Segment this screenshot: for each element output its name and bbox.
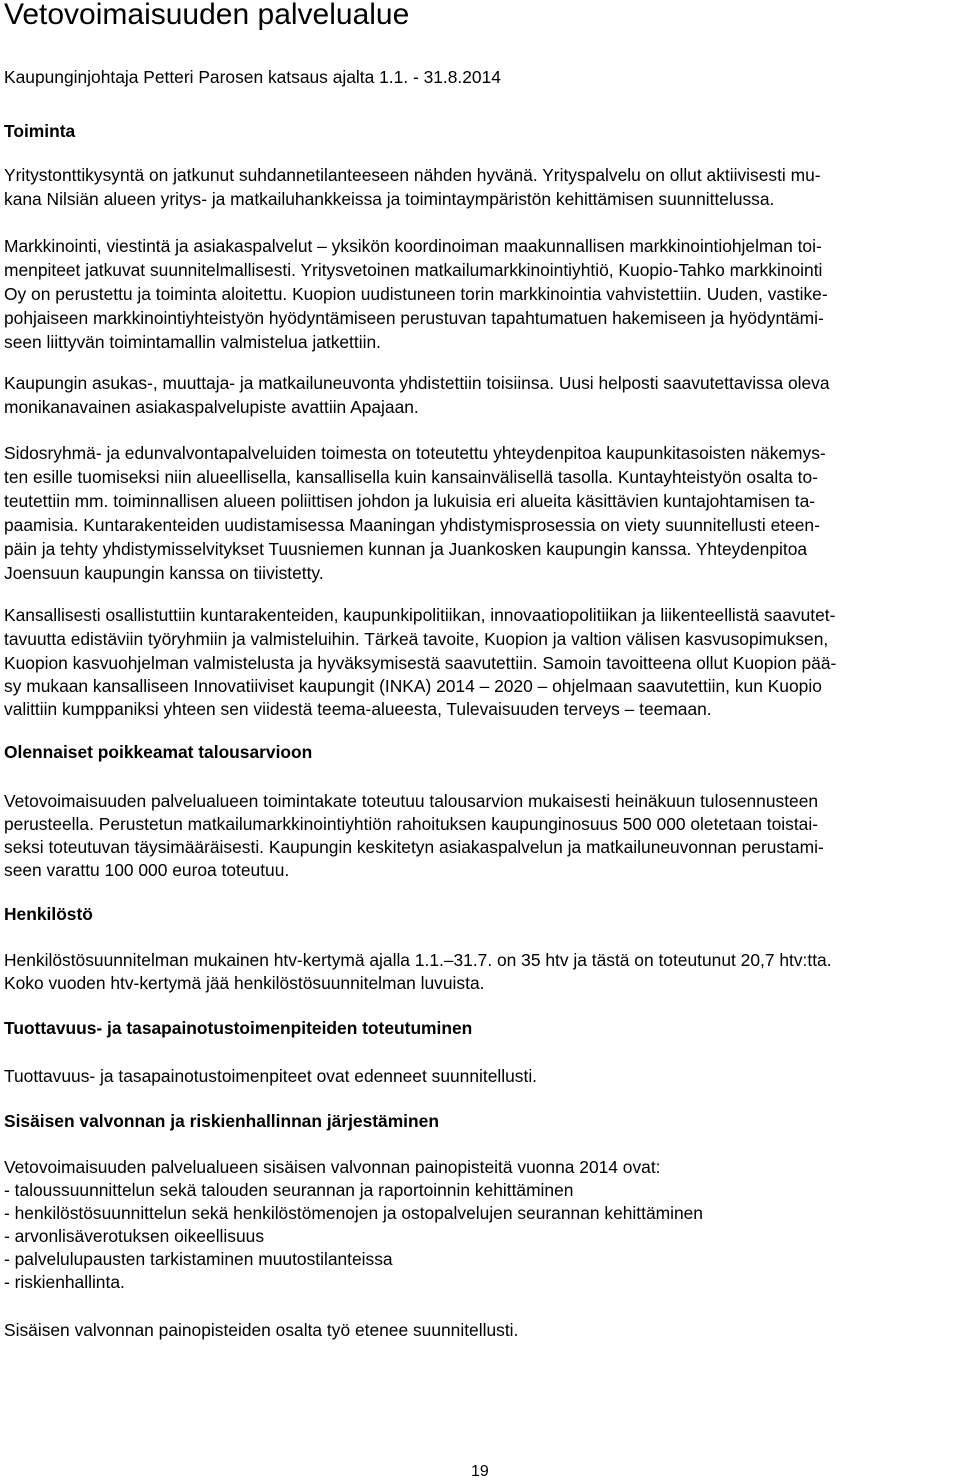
list-item: - riskienhallinta. [4,1272,125,1292]
paragraph-line: pohjaiseen markkinointiyhteistyön hyödyntämiseen perustuvan tapahtumatuen hakemiseen ja hyödyntämi- [4,308,824,328]
paragraph-line: Sisäisen valvonnan painopisteiden osalta työ etenee suunnitellusti. [4,1320,519,1340]
paragraph-line: kana Nilsiän alueen yritys- ja matkailuhankkeissa ja toimintaympäristön kehittämisen suunnittelussa. [4,189,775,209]
section-heading-henkilosto: Henkilöstö [4,904,93,924]
paragraph-line: Oy on perustettu ja toiminta aloitettu. Kuopion uudistuneen torin markkinointia vahvistettiin. Uuden, vastike- [4,284,828,304]
paragraph-line: Vetovoimaisuuden palvelualueen toimintakate toteutuu talousarvion mukaisesti heinäkuun tulosennusteen [4,791,819,811]
paragraph-line: ten esille tuomiseksi niin alueellisella, kansallisella kuin kansainvälisellä tasolla. Kuntayhteistyön osalta to- [4,467,818,487]
list-item: - palvelulupausten tarkistaminen muutostilanteissa [4,1249,393,1269]
paragraph-line: teutettiin mm. toiminnallisen alueen poliittisen johdon ja lukuisia eri alueita käsittävien kuntajohtamisen ta- [4,491,816,511]
paragraph-line: monikanavainen asiakaspalvelupiste avattiin Apajaan. [4,397,419,417]
paragraph-line: Joensuun kaupungin kanssa on tiivistetty. [4,563,324,583]
paragraph-line: Yritystonttikysyntä on jatkunut suhdannetilanteeseen nähden hyvänä. Yrityspalvelu on ollut aktiivisesti mu- [4,165,821,185]
paragraph-line: Kaupungin asukas-, muuttaja- ja matkailuneuvonta yhdistettiin toisiinsa. Uusi helposti saavutettavissa oleva [4,373,830,393]
paragraph-line: perusteella. Perustetun matkailumarkkinointiyhtiön rahoituksen kaupunginosuus 500 000 oletetaan toistai- [4,814,818,834]
paragraph-line: paamisia. Kuntarakenteiden uudistamisessa Maaningan yhdistymisprosessia on viety suunnitellusti eteen- [4,515,820,535]
paragraph-line: Markkinointi, viestintä ja asiakaspalvelut – yksikön koordinoiman maakunnallisen markkinointiohjelman toi- [4,236,822,256]
subtitle: Kaupunginjohtaja Petteri Parosen katsaus ajalta 1.1. - 31.8.2014 [4,67,501,87]
section-heading-toiminta: Toiminta [4,121,76,141]
paragraph-line: Henkilöstösuunnitelman mukainen htv-kertymä ajalla 1.1.–31.7. on 35 htv ja tästä on toteutunut 20,7 htv:tta. [4,950,832,970]
paragraph-line: Sidosryhmä- ja edunvalvontapalveluiden toimesta on toteutettu yhteydenpitoa kaupunkitasoisten näkemys- [4,443,826,463]
paragraph-line: Kuopion kasvuohjelman valmistelusta ja hyväksymisestä saavutettiin. Samoin tavoitteena ollut Kuopion pää- [4,653,837,673]
list-item: - henkilöstösuunnittelun sekä henkilöstömenojen ja ostopalvelujen seurannan kehittäminen [4,1203,703,1223]
paragraph-line: menpiteet jatkuvat suunnitelmallisesti. Yritysvetoinen matkailumarkkinointiyhtiö, Kuopio-Tahko markkinointi [4,260,823,280]
paragraph-line: tavuutta edistäviin työryhmiin ja valmisteluihin. Tärkeä tavoite, Kuopion ja valtion välisen kasvusopimuksen, [4,629,829,649]
paragraph-line: seen varattu 100 000 euroa toteutuu. [4,860,290,880]
page-title: Vetovoimaisuuden palvelualue [4,0,410,31]
section-heading-tuottavuus: Tuottavuus- ja tasapainotustoimenpiteiden toteutuminen [4,1018,473,1038]
paragraph-line: päin ja tehty yhdistymisselvitykset Tuusniemen kunnan ja Juankosken kaupungin kanssa. Yhteydenpitoa [4,539,808,559]
paragraph-line: seen liittyvän toimintamallin valmistelua jatkettiin. [4,332,381,352]
list-item: - taloussuunnittelun sekä talouden seurannan ja raportoinnin kehittäminen [4,1180,574,1200]
list-item: - arvonlisäverotuksen oikeellisuus [4,1226,265,1246]
section-heading-poikkeamat: Olennaiset poikkeamat talousarvioon [4,742,313,762]
paragraph-line: Tuottavuus- ja tasapainotustoimenpiteet ovat edenneet suunnitellusti. [4,1066,538,1086]
paragraph-line: Kansallisesti osallistuttiin kuntarakenteiden, kaupunkipolitiikan, innovaatiopolitiikan ja liikenteellistä saavutet- [4,605,836,625]
paragraph-line: seksi toteutuvan täysimääräisesti. Kaupungin keskitetyn asiakaspalvelun ja matkailuneuvonnan perustami- [4,837,824,857]
page-number: 19 [471,1463,489,1480]
paragraph-line: valittiin kumppaniksi yhteen sen viidestä teema-alueesta, Tulevaisuuden terveys – teemaan. [4,699,712,719]
section-heading-valvonta: Sisäisen valvonnan ja riskienhallinnan järjestäminen [4,1111,439,1131]
paragraph-line: sy mukaan kansalliseen Innovatiiviset kaupungit (INKA) 2014 – 2020 – ohjelmaan saavutettiin, kun Kuopio [4,676,822,696]
paragraph-line: Koko vuoden htv-kertymä jää henkilöstösuunnitelman luvuista. [4,973,485,993]
paragraph-line: Vetovoimaisuuden palvelualueen sisäisen valvonnan painopisteitä vuonna 2014 ovat: [4,1157,661,1177]
